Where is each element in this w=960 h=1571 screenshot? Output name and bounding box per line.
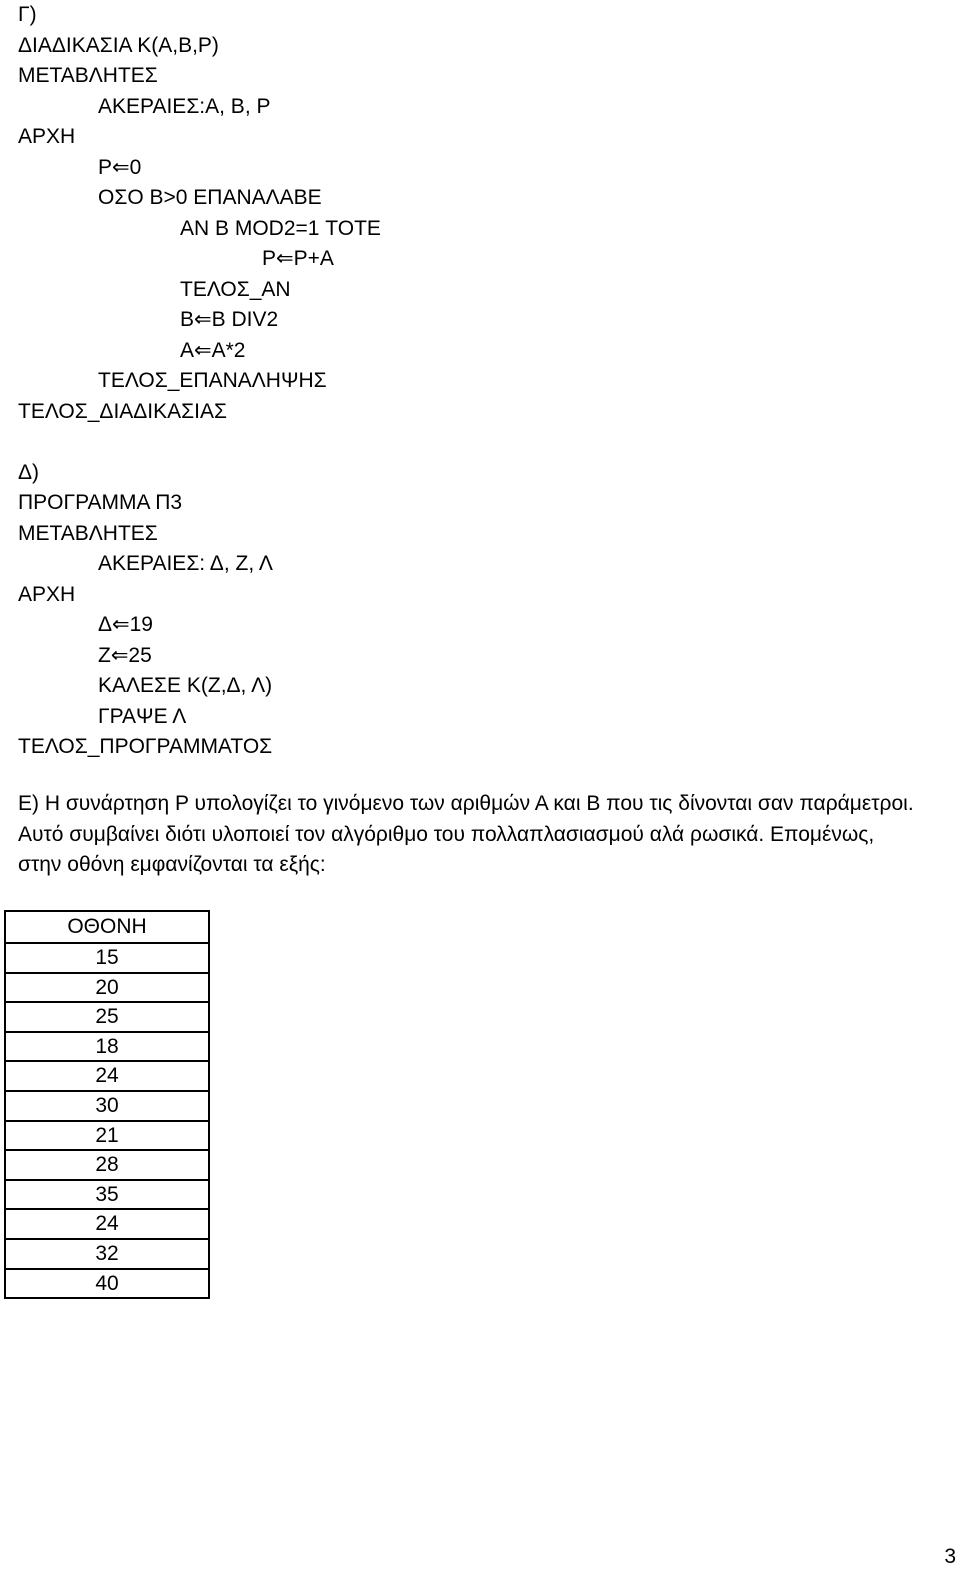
code-line: ΠΡΟΓΡΑΜΜΑ Π3	[18, 491, 183, 514]
code-line: ΑΚΕΡΑΙΕΣ: Δ, Ζ, Λ	[98, 552, 273, 575]
code-line: ΟΣΟ Β>0 ΕΠΑΝΑΛΑΒΕ	[98, 186, 322, 209]
table-cell: 40	[5, 1269, 209, 1299]
code-line: ΑΚΕΡΑΙΕΣ:Α, Β, Ρ	[98, 94, 271, 118]
table-cell: 21	[5, 1121, 209, 1151]
page-number: 3	[944, 1545, 956, 1568]
code-line: Ρ⇐Ρ+Α	[262, 247, 334, 270]
table-cell: 20	[5, 973, 209, 1003]
code-line: ΔΙΑΔΙΚΑΣΙΑ Κ(Α,Β,Ρ)	[18, 33, 219, 57]
table-cell: 18	[5, 1032, 209, 1062]
section-label-d: Δ)	[18, 460, 40, 484]
spacer	[18, 427, 918, 458]
pseudocode-listing	[18, 0, 918, 763]
table-cell: 24	[5, 1209, 209, 1239]
code-line: ΑΡΧΗ	[18, 582, 76, 606]
code-line: ΤΕΛΟΣ_ΕΠΑΝΑΛΗΨΗΣ	[98, 369, 327, 392]
code-line: Δ⇐19	[98, 613, 153, 636]
section-label-g: Γ)	[18, 3, 37, 26]
explanation-paragraph: Ε) Η συνάρτηση Ρ υπολογίζει το γινόμενο των αριθμών Α και Β που τις δίνονται σαν παράμετροι. Αυτό συμβαίνει διότι υλοποιεί τον αλγόριθμο του πολλαπλασιασμού αλά ρωσικά. Επομένως, στην οθόνη εμφανίζονται τα εξής:	[18, 792, 914, 876]
code-line: ΤΕΛΟΣ_ΔΙΑΔΙΚΑΣΙΑΣ	[18, 399, 227, 423]
code-line: ΜΕΤΑΒΛΗΤΕΣ	[18, 64, 158, 87]
table-cell: 15	[5, 943, 209, 973]
table-cell: 35	[5, 1180, 209, 1210]
table-cell: 32	[5, 1239, 209, 1269]
code-line: ΑΝ Β MOD2=1 ΤΟΤΕ	[180, 216, 381, 240]
code-line: ΑΡΧΗ	[18, 125, 76, 148]
table-cell: 24	[5, 1061, 209, 1091]
screen-output-table	[4, 910, 210, 1299]
code-line: ΓΡΑΨΕ Λ	[98, 704, 187, 728]
code-line: Ζ⇐25	[98, 643, 152, 667]
table-cell: 25	[5, 1002, 209, 1032]
code-line: ΚΑΛΕΣΕ Κ(Ζ,Δ, Λ)	[98, 674, 273, 697]
code-line: ΜΕΤΑΒΛΗΤΕΣ	[18, 521, 158, 545]
table-cell: 28	[5, 1150, 209, 1180]
table-cell: 30	[5, 1091, 209, 1121]
code-line: ΤΕΛΟΣ_ΠΡΟΓΡΑΜΜΑΤΟΣ	[18, 735, 273, 758]
code-line: Β⇐Β DIV2	[180, 308, 279, 331]
code-line: Α⇐Α*2	[180, 338, 246, 362]
code-line: Ρ⇐0	[98, 155, 142, 179]
table-header: ΟΘΟΝΗ	[5, 911, 209, 943]
code-line: ΤΕΛΟΣ_ΑΝ	[180, 277, 291, 301]
